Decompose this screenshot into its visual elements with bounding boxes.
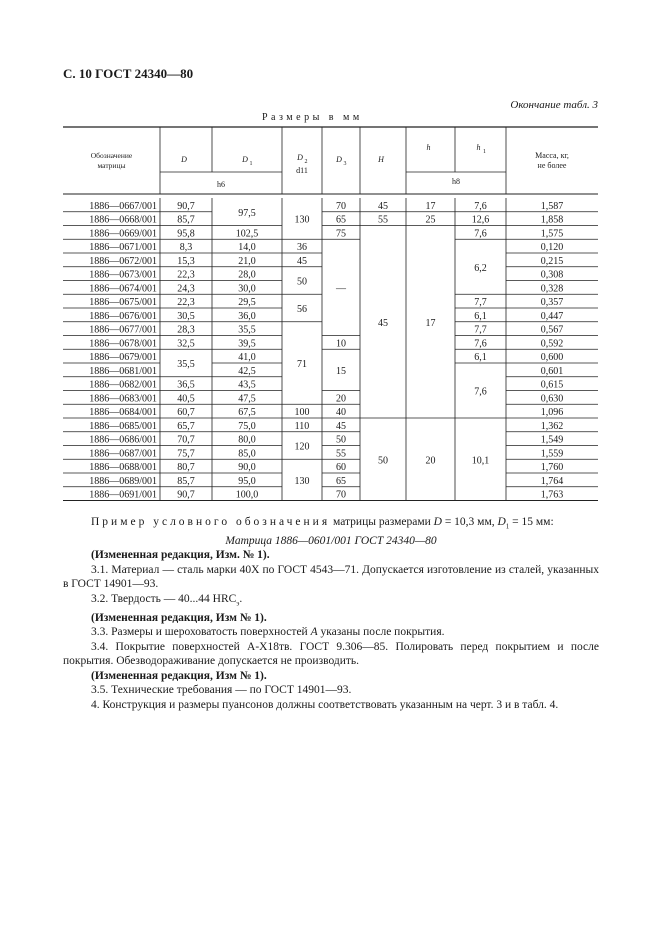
designation-cell: 1886—0685/001 [89,420,157,432]
designation-cell: 1886—0681/001 [89,365,157,377]
mass-cell: 0,215 [540,255,564,267]
designation-cell: 1886—0673/001 [89,269,157,281]
clause-3-2 [63,592,599,611]
mass-cell: 0,357 [540,297,564,308]
header-h1: h [476,143,481,152]
value-cell-d: 90,7 [177,200,195,212]
value-cell-d2: 100 [294,407,310,418]
value-cell-d2: 71 [297,359,307,370]
header-d: D [181,155,187,164]
value-cell-d3: 10 [336,338,346,350]
clause-3-3-text-a: 3.3. Размеры и шероховатость поверхностей [91,626,311,639]
value-cell-d1: 80,0 [238,434,256,446]
example-text-c: = 15 мм: [509,516,554,528]
value-cell-h1: 6,1 [474,352,487,363]
value-cell-d: 95,8 [177,228,195,240]
value-cell-d1: 43,5 [238,379,256,391]
mass-cell: 1,362 [540,420,564,432]
value-cell-d: 65,7 [177,420,195,432]
value-cell-h1: 7,6 [474,338,487,350]
header-mass: Масса, кг, [535,151,569,160]
header-d3-sub: 3 [343,161,347,167]
value-cell-h1: 7,7 [474,297,487,308]
mass-cell: 1,575 [540,228,564,240]
table-continuation-label: Окончание табл. 3 [510,99,598,111]
value-cell-d: 85,7 [177,475,195,487]
value-cell-d3: 70 [336,489,346,501]
designation-cell: 1886—0683/001 [89,393,157,405]
clause-3-1: 3.1. Материал — сталь марки 40Х по ГОСТ 4543—71. Допускается изготовление из сталей, указанных в ГОСТ 14901—93. [63,563,599,591]
mass-cell: 1,764 [540,475,564,487]
header-designation: Обозначение [90,151,133,160]
value-cell-d: 30,5 [177,310,195,322]
value-cell-h: 20 [425,455,436,467]
clause-3-5: 3.5. Технические требования — по ГОСТ 14901—93. [91,684,352,697]
value-cell-d1: 30,0 [238,283,256,295]
mass-cell: 0,120 [540,242,564,253]
value-cell-d3: 45 [336,420,346,432]
value-cell-d1: 29,5 [238,297,256,308]
header-h1-sub: 1 [483,149,486,155]
header-d2-tolerance: d11 [296,166,308,175]
designation-cell: 1886—0682/001 [89,379,157,391]
header-d1-sub: 1 [249,161,253,167]
clause-3-4: 3.4. Покрытие поверхностей А-Х18тв. ГОСТ 9.306—85. Полировать перед покрытием и после покрытия. Обезводораживание допускается не производить. [63,640,599,668]
value-cell-h: 45 [378,317,388,329]
value-cell-d3: 70 [336,200,346,212]
text-block [63,515,599,712]
mass-cell: 0,328 [540,283,564,295]
designation-cell: 1886—0671/001 [89,242,157,253]
example-line [63,515,599,534]
designation-cell: 1886—0677/001 [89,324,157,336]
value-cell-d3: 65 [336,214,346,226]
value-cell-d1: 39,5 [238,338,256,350]
header-d1: D [242,155,248,164]
designation-cell: 1886—0676/001 [89,310,157,322]
value-cell-d3: 75 [336,228,346,240]
designation-cell: 1886—0688/001 [89,462,157,473]
value-cell-d1: 85,0 [238,448,256,460]
value-cell-d2: 130 [294,475,310,487]
value-cell-d: 90,7 [177,489,195,501]
header-d3: D [336,155,342,164]
value-cell-h1: 12,6 [471,214,490,226]
value-cell-h: 17 [425,317,436,329]
value-cell-d1: 75,0 [238,420,256,432]
example-spaced: Пример условного обозначения [91,516,331,528]
value-cell-h1: 10,1 [471,455,490,467]
value-cell-h1: 7,6 [474,200,487,212]
mass-cell: 0,308 [540,269,564,281]
value-cell-h: 25 [425,214,436,226]
header-h: h [426,143,431,152]
sizes-caption: Размеры в мм [262,112,363,123]
designation-cell: 1886—0675/001 [89,297,157,308]
designation-cell: 1886—0672/001 [89,255,157,267]
value-cell-d: 22,3 [177,297,195,308]
mass-cell: 1,763 [540,489,564,501]
designation-cell: 1886—0667/001 [89,200,157,212]
mass-cell: 1,559 [540,448,564,460]
value-cell-d3: — [336,283,346,295]
designation-cell: 1886—0691/001 [89,489,157,501]
value-cell-d3: 40 [336,407,346,418]
value-cell-d1: 41,0 [238,352,256,363]
mass-cell: 0,630 [540,393,564,405]
mass-cell: 0,447 [540,310,564,322]
value-cell-h1: 7,6 [474,386,487,398]
value-cell-d: 22,3 [177,269,195,281]
value-cell-h1: 6,1 [474,310,487,322]
value-cell-h1: 6,2 [474,262,487,274]
value-cell-d: 35,5 [177,359,195,370]
mass-cell: 0,601 [540,365,564,377]
revision-note-3: (Измененная редакция, Изм № 1). [91,669,267,682]
example-d1-sub: 1 [505,522,510,531]
example-d-symbol: D [433,516,442,528]
value-cell-d1: 102,5 [235,228,259,240]
value-cell-d: 70,7 [177,434,195,446]
header-h-big: H [378,155,384,164]
value-cell-d3: 60 [336,462,346,473]
mass-cell: 1,096 [540,407,564,418]
value-cell-d: 32,5 [177,338,195,350]
value-cell-d: 8,3 [179,242,193,253]
mass-cell: 0,567 [540,324,564,336]
value-cell-d2: 50 [297,276,307,288]
value-cell-d3: 20 [336,393,346,405]
value-cell-h: 50 [378,455,388,467]
clause-3-3 [63,625,599,640]
clause-3-2-sub: э [236,599,240,608]
value-cell-d1: 42,5 [238,365,256,377]
value-cell-d3: 55 [336,448,346,460]
designation-cell: 1886—0669/001 [89,228,157,240]
value-cell-d2: 36 [297,242,307,253]
example-d1-symbol: D [497,516,506,528]
clause-3-2-end: . [239,592,243,605]
value-cell-d2: 130 [294,214,310,226]
mass-cell: 0,615 [540,379,564,391]
header-tolerance-h8: h8 [452,177,460,186]
example-designation: Матрица 1886—0601/001 ГОСТ 24340—80 [225,534,437,547]
value-cell-d: 36,5 [177,379,195,391]
revision-note-2: (Измененная редакция, Изм № 1). [91,611,267,624]
example-text-b: = 10,3 мм, [441,516,498,528]
value-cell-d: 60,7 [177,407,195,418]
mass-cell: 1,858 [540,214,564,226]
value-cell-h: 17 [425,200,436,212]
value-cell-d: 40,5 [177,393,195,405]
value-cell-d1: 14,0 [238,242,256,253]
value-cell-d: 15,3 [177,255,195,267]
value-cell-h1: 7,6 [474,228,487,240]
clause-3-3-text-b: указаны после покрытия. [317,626,445,639]
header-d2: D [297,153,303,162]
value-cell-d1: 95,0 [238,475,256,487]
value-cell-d: 28,3 [177,324,195,336]
value-cell-d2: 110 [294,420,310,432]
value-cell-d1: 35,5 [238,324,256,336]
value-cell-h1: 7,7 [474,324,487,336]
value-cell-d1: 36,0 [238,310,256,322]
value-cell-d1: 90,0 [238,462,256,473]
value-cell-d1: 47,5 [238,393,256,405]
header-tolerance-h6: h6 [217,180,225,189]
designation-cell: 1886—0668/001 [89,214,157,226]
designation-cell: 1886—0687/001 [89,448,157,460]
designation-cell: 1886—0689/001 [89,475,157,487]
clause-4: 4. Конструкция и размеры пуансонов должны соответствовать указанным на черт. 3 и в табл. 4. [91,698,559,711]
designation-cell: 1886—0679/001 [89,352,157,363]
value-cell-d: 75,7 [177,448,195,460]
clause-3-2-text: 3.2. Твердость — 40...44 HRC [91,592,237,605]
value-cell-d1: 100,0 [235,489,259,501]
mass-cell: 1,549 [540,434,564,446]
clause-3-3-symbol: А [310,626,318,639]
example-text-a: матрицы размерами [330,516,434,528]
mass-cell: 0,592 [540,338,564,350]
page-title: С. 10 ГОСТ 24340—80 [63,66,194,81]
value-cell-d3: 65 [336,475,346,487]
value-cell-d: 85,7 [177,214,195,226]
value-cell-d1: 67,5 [238,407,256,418]
mass-cell: 1,760 [540,462,564,473]
value-cell-d1: 97,5 [238,207,256,219]
designation-cell: 1886—0684/001 [89,407,157,418]
mass-cell: 0,600 [540,352,564,363]
value-cell-h: 45 [378,200,388,212]
header-d2-sub: 2 [304,159,308,165]
value-cell-d3: 15 [336,365,346,377]
designation-cell: 1886—0674/001 [89,283,157,295]
mass-cell: 1,587 [540,200,564,212]
value-cell-d1: 21,0 [238,255,256,267]
header-mass: не более [537,161,567,170]
revision-note-1: (Измененная редакция, Изм. № 1). [91,549,270,562]
designation-cell: 1886—0686/001 [89,434,157,446]
designation-cell: 1886—0678/001 [89,338,157,350]
value-cell-d: 80,7 [177,462,195,473]
value-cell-d3: 50 [336,434,346,446]
value-cell-h: 55 [378,214,388,226]
value-cell-d2: 120 [294,441,310,453]
value-cell-d2: 45 [297,255,307,267]
value-cell-d1: 28,0 [238,269,256,281]
value-cell-d2: 56 [297,304,307,315]
value-cell-d: 24,3 [177,283,195,295]
header-designation: матрицы [97,161,126,170]
